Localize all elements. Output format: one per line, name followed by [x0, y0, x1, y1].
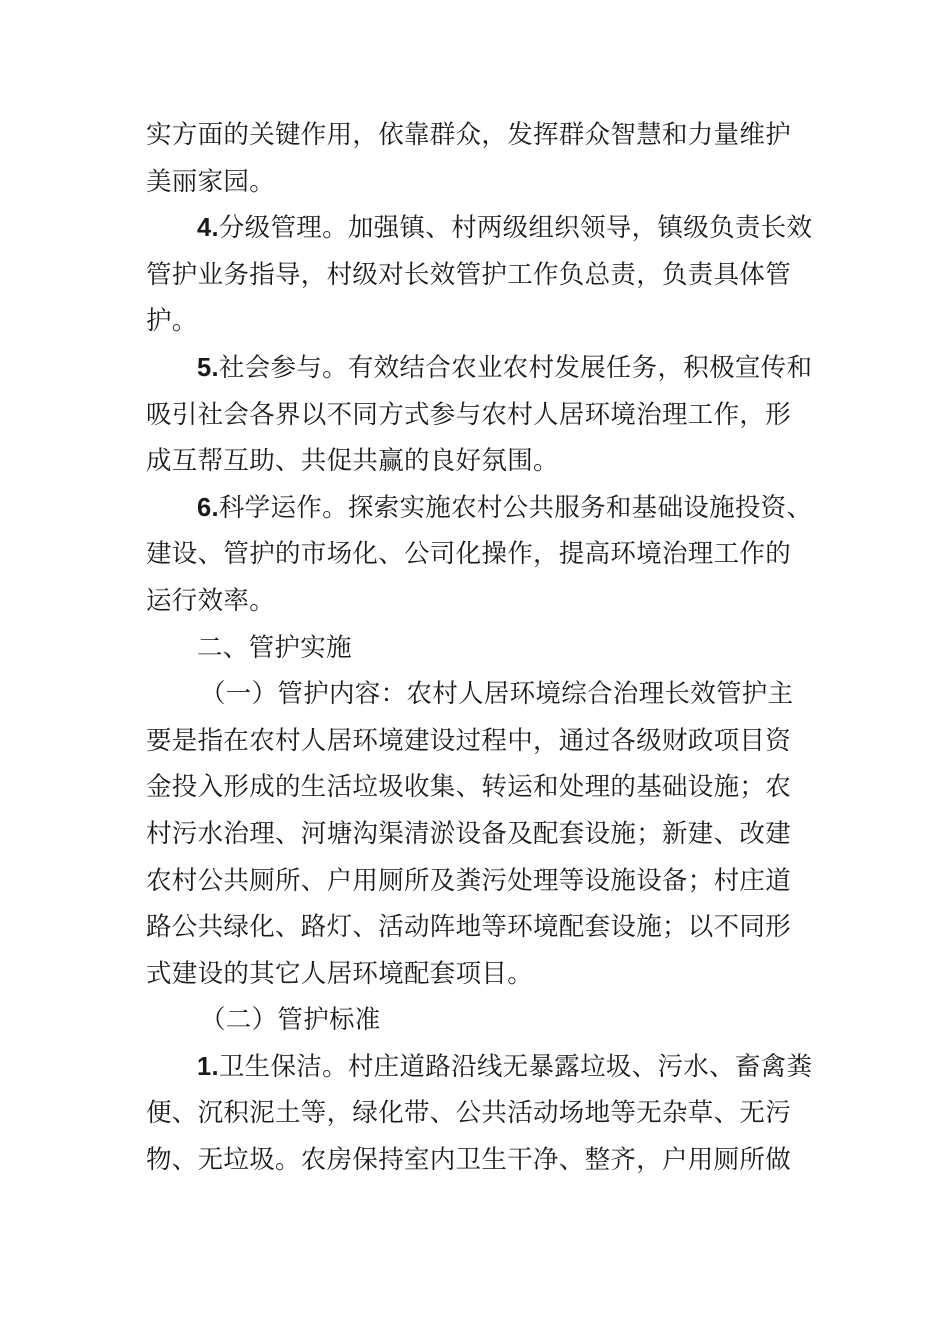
paragraph-item-5	[146, 345, 813, 485]
text-line: 美丽家园。	[146, 166, 276, 197]
item-text: 分级管理。加强镇、村两级组织领导，镇级负责长效	[218, 213, 813, 244]
document-page	[146, 112, 813, 1184]
item-number: 1.	[197, 1052, 219, 1081]
text-line: 成互帮互助、共促共赢的良好氛围。	[146, 446, 559, 477]
paragraph-item-1	[146, 1044, 813, 1184]
item-number: 6.	[197, 493, 219, 522]
text-line: 式建设的其它人居环境配套项目。	[146, 958, 534, 989]
text-line: 建设、管护的市场化、公司化操作，提高环境治理工作的	[146, 539, 792, 570]
text-line	[146, 485, 813, 532]
paragraph-item-6	[146, 485, 813, 625]
text-line: 路公共绿化、路灯、活动阵地等环境配套设施；以不同形	[146, 912, 792, 943]
paragraph-1	[146, 112, 806, 205]
text-line: 要是指在农村人居环境建设过程中，通过各级财政项目资	[146, 725, 792, 756]
section-heading: 二、管护实施	[197, 632, 352, 663]
text-line: 运行效率。	[146, 585, 276, 616]
text-line	[146, 345, 813, 392]
text-line: 管护业务指导，村级对长效管护工作负总责，负责具体管	[146, 259, 792, 290]
item-text: 社会参与。有效结合农业农村发展任务，积极宣传和	[218, 352, 813, 383]
text-line: （一）管护内容：农村人居环境综合治理长效管护主	[200, 679, 794, 710]
paragraph-item-4	[146, 205, 813, 345]
item-number: 4.	[197, 214, 219, 243]
item-text: 科学运作。探索实施农村公共服务和基础设施投资、	[218, 492, 813, 523]
text-line: 实方面的关键作用，依靠群众，发挥群众智慧和力量维护	[146, 120, 792, 150]
text-line: 农村公共厕所、户用厕所及粪污处理等设施设备；村庄道	[146, 865, 792, 896]
subsection-heading: （二）管护标准	[200, 1005, 381, 1036]
item-text: 卫生保洁。村庄道路沿线无暴露垃圾、污水、畜禽粪	[218, 1051, 813, 1082]
text-line: 金投入形成的生活垃圾收集、转运和处理的基础设施；农	[146, 772, 792, 803]
text-line: 便、沉积泥土等，绿化带、公共活动场地等无杂草、无污	[146, 1098, 792, 1129]
item-number: 5.	[197, 353, 219, 382]
paragraph-content	[146, 671, 806, 997]
text-line: 物、无垃圾。农房保持室内卫生干净、整齐，户用厕所做	[146, 1145, 792, 1176]
text-line	[146, 1044, 813, 1091]
text-line	[146, 205, 813, 252]
text-line: 村污水治理、河塘沟渠清淤设备及配套设施；新建、改建	[146, 818, 792, 849]
text-line: 护。	[146, 306, 198, 337]
text-line: 吸引社会各界以不同方式参与农村人居环境治理工作，形	[146, 399, 792, 430]
